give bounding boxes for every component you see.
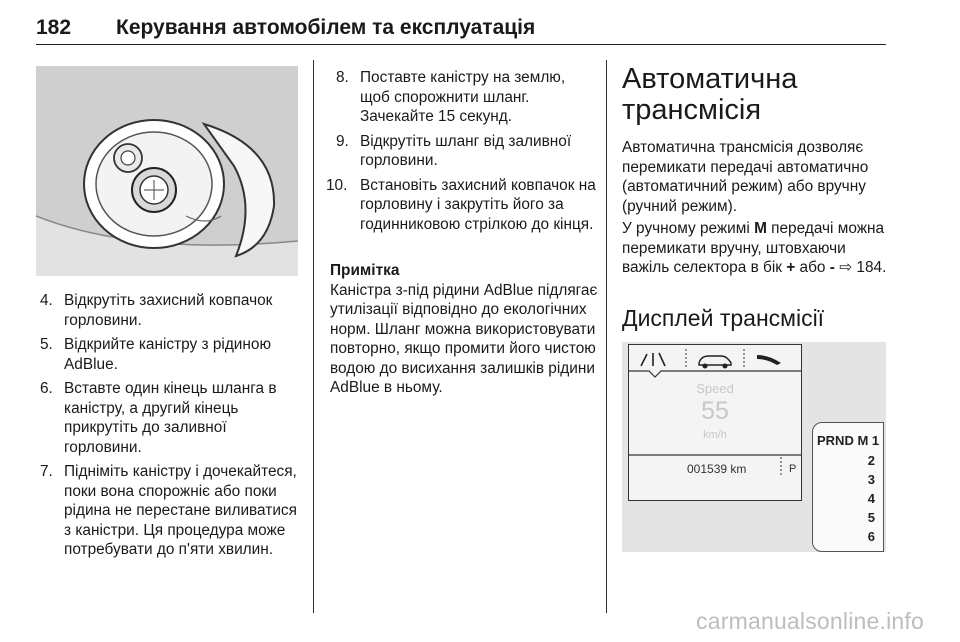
intro-paragraph: Автоматична трансмісія дозволяє перемикати передачі автоматично (автоматичний режим) або вручну (ручний режим). <box>622 139 869 215</box>
note-block <box>330 261 598 398</box>
list-item: 7. Підніміть каністру і дочекайтеся, поки вона спорожніє або поки рідина не перестане виливатися з каністри. Ця процедура може потребувати до п'яти хвилин. <box>40 463 297 558</box>
list-item: 6. Вставте один кінець шланга в каністру, а другий кінець прикрутіть до заливної горловини. <box>40 380 277 456</box>
note-text: Каністра з-під рідини AdBlue підлягає утилізації відповідно до екологічних норм. Шланг можна використовувати повторно, якщо промити його чистою водою до висихання залишків рідини AdBlue в ньому. <box>330 281 598 396</box>
manual-mode-paragraph: У ручному режимі M передачі можна перемикати вручну, штовхаючи важіль селектора в бік + або - ⇨ 184. <box>622 220 887 276</box>
odometer-reading: 001539 km <box>687 462 747 476</box>
watermark: carmanualsonline.info <box>696 608 924 634</box>
gear-number: 5 <box>867 510 875 525</box>
gear-number: 3 <box>867 472 875 487</box>
gear-number: 6 <box>867 529 875 544</box>
gear-number: 4 <box>867 491 875 506</box>
fuel-filler-illustration <box>36 66 298 276</box>
steps-list-left <box>40 291 302 565</box>
fuel-filler-drawing <box>36 66 298 276</box>
gear-callout <box>812 422 884 552</box>
list-item: 4. Відкрутіть захисний ковпачок горловини. <box>40 292 273 329</box>
subsection-title: Дисплей трансмісії <box>622 305 825 331</box>
page-title: Керування автомобілем та експлуатація <box>116 16 536 39</box>
speed-unit: km/h <box>703 429 727 441</box>
speed-value: 55 <box>701 397 729 425</box>
speed-label: Speed <box>696 381 734 396</box>
page-reference: 184. <box>852 259 887 276</box>
gear-indicator: P <box>789 463 797 475</box>
section-title: Автоматична трансмісія <box>622 63 798 126</box>
list-item: 8. Поставте каністру на землю, щоб спорожнити шланг. Зачекайте 15 секунд. <box>336 69 566 125</box>
column-divider-left <box>313 60 314 613</box>
cluster-display <box>628 344 802 501</box>
note-heading: Примітка <box>330 262 400 279</box>
list-item: 5. Відкрийте каністру з рідиною AdBlue. <box>40 336 272 373</box>
page-reference-arrow-icon: ⇨ <box>839 259 853 276</box>
transmission-display-illustration <box>622 342 886 552</box>
page-number: 182 <box>36 16 72 39</box>
column-divider-right <box>606 60 607 613</box>
list-item: 10. Встановіть захисний ковпачок на горловину і закрутіть його за годинниковою стрілкою до кінця. <box>326 176 596 233</box>
steps-list-middle <box>326 68 598 239</box>
list-item: 9. Відкрутіть шланг від заливної горловини. <box>336 132 572 169</box>
page-header <box>36 10 886 45</box>
gear-number: 2 <box>867 453 875 468</box>
gear-header: PRND M 1 <box>817 433 880 448</box>
